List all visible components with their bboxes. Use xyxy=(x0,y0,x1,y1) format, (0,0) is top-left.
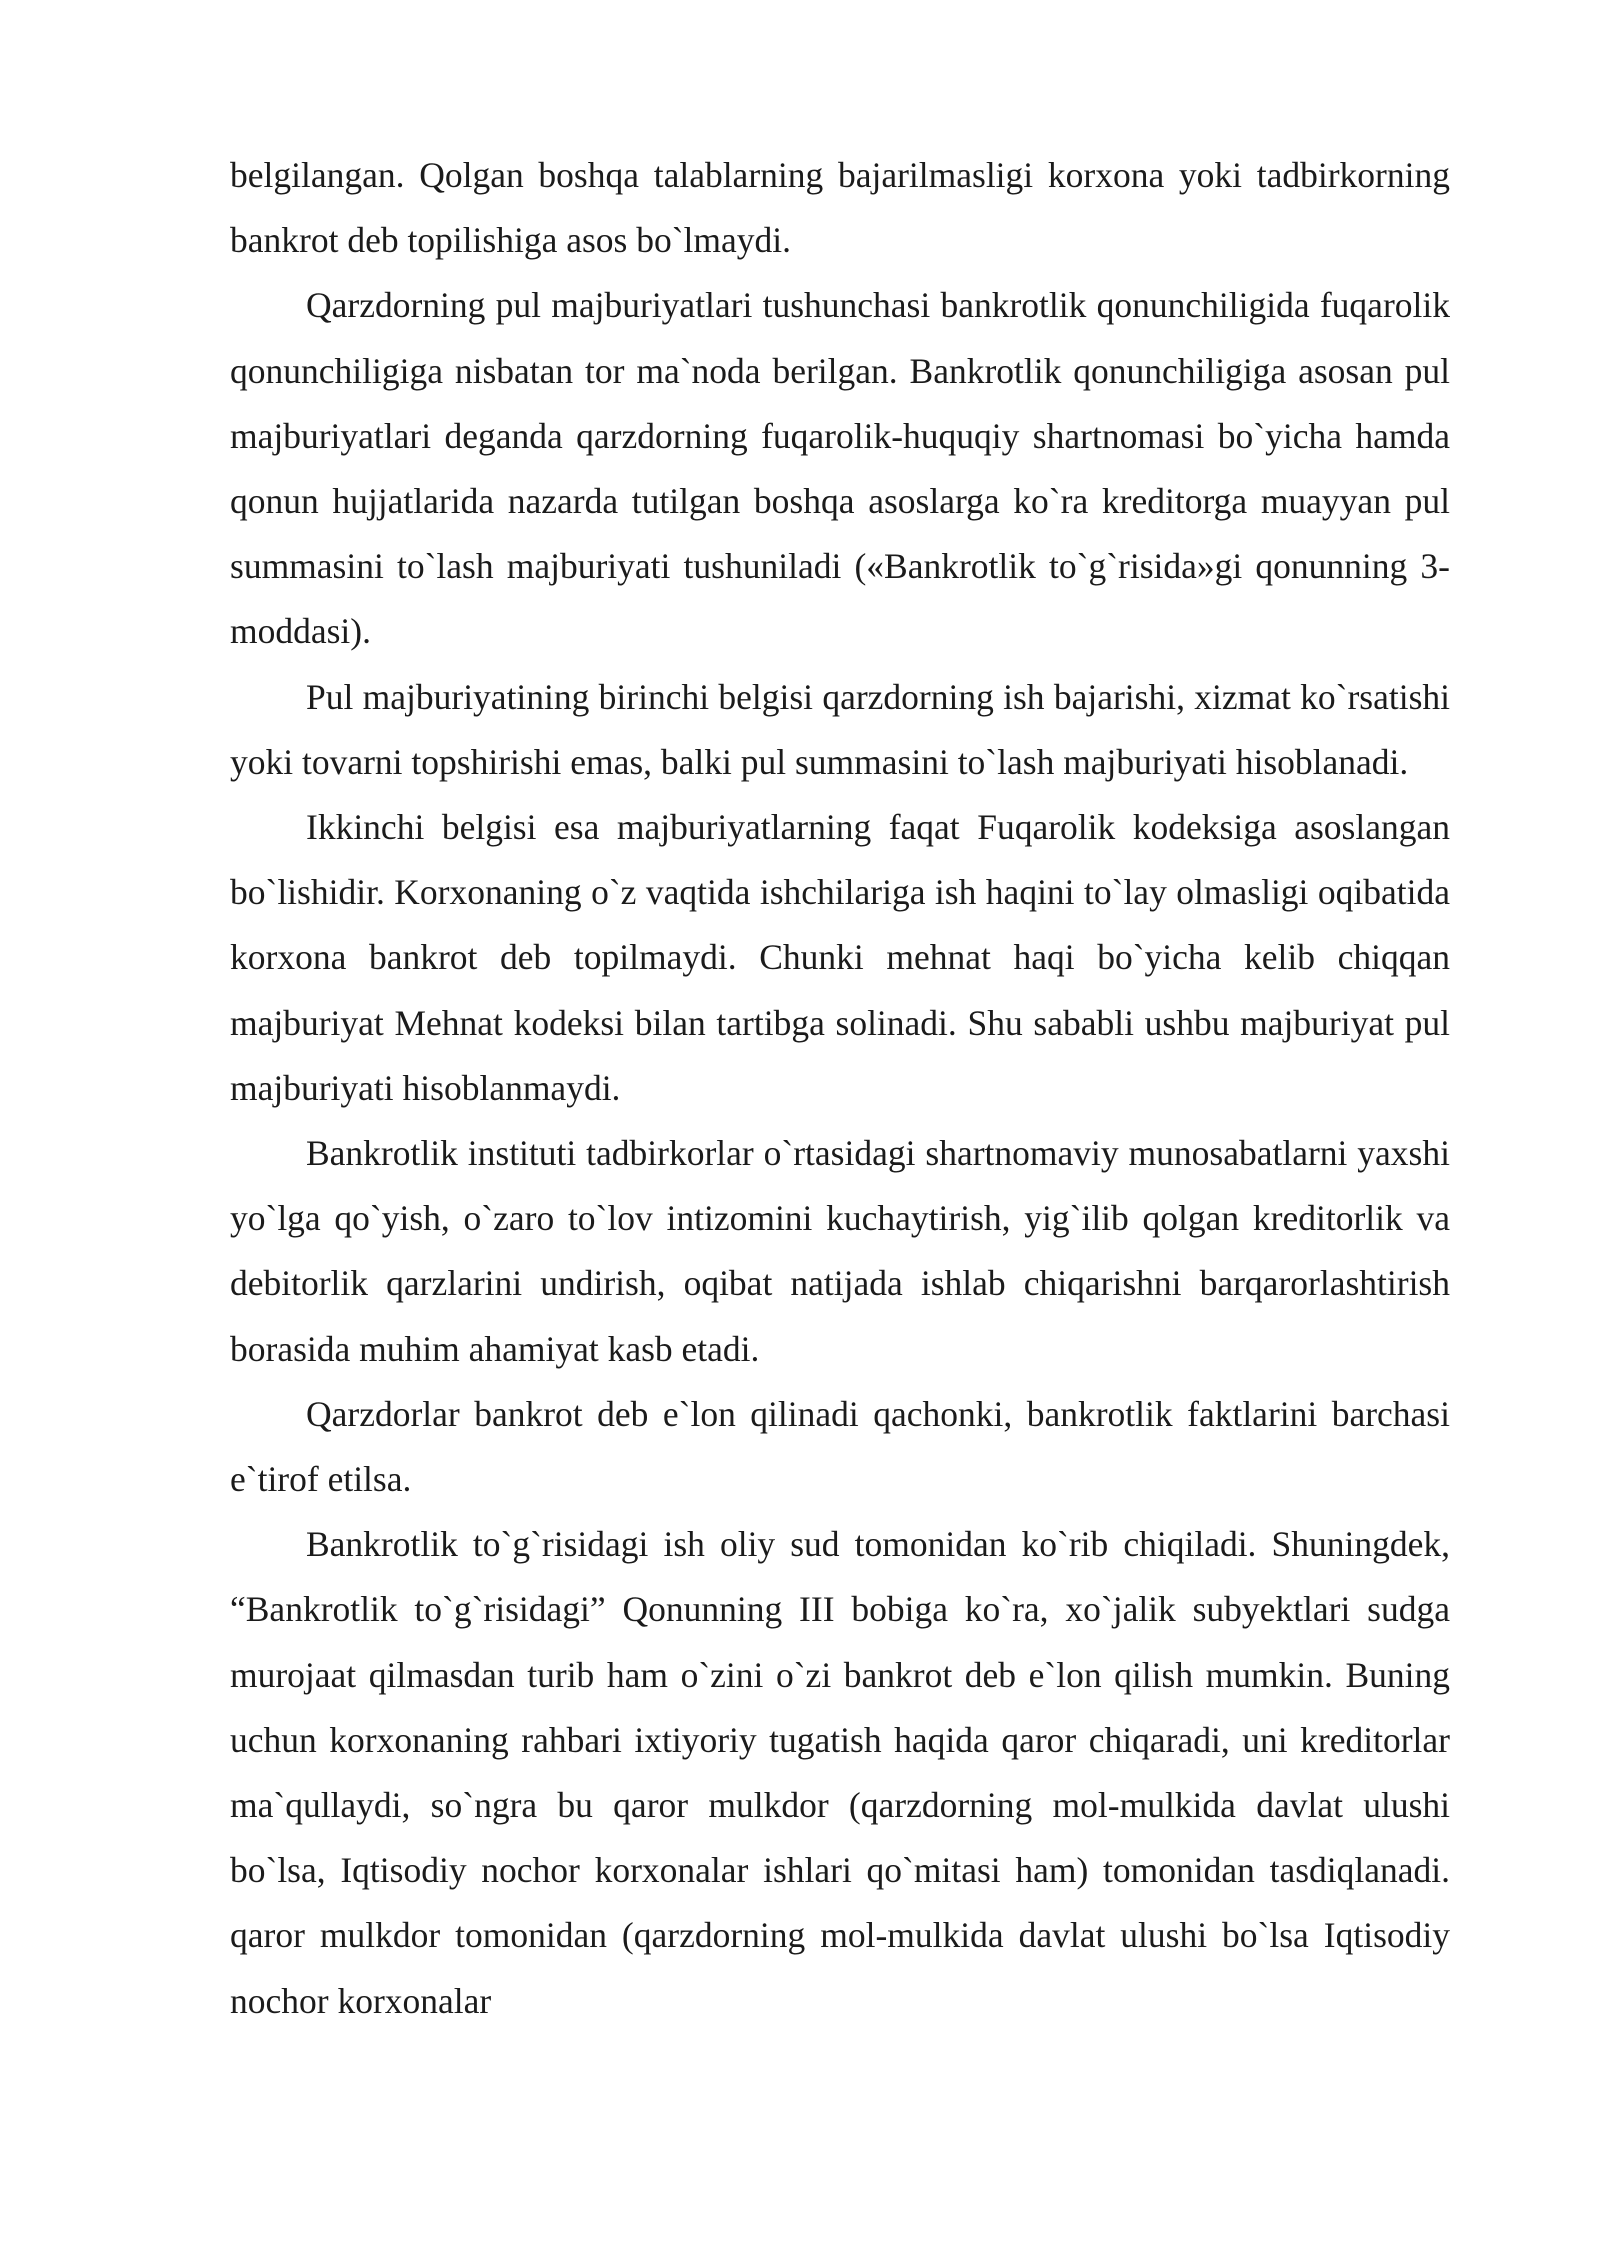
paragraph-second-sign: Ikkinchi belgisi esa majburiyatlarning faqat Fuqarolik kodeksiga asoslangan bo`lishidir. Korxonaning o`z vaqtida ishchilariga ish haqini to`lay olmasligi oqibatida korxona bankrot deb topilmaydi. Chunki mehnat haqi bo`yicha kelib chiqqan majburiyat Mehnat kodeksi bilan tartibga solinadi. Shu sababli ushbu majburiyat pul majburiyati hisoblanmaydi. xyxy=(230,807,1450,1108)
paragraph-bankruptcy-institute: Bankrotlik instituti tadbirkorlar o`rtasidagi shartnomaviy munosabatlarni yaxshi yo`lga qo`yish, o`zaro to`lov intizomini kuchaytirish, yig`ilib qolgan kreditorlik va debitorlik qarzlarini undirish, oqibat natijada ishlab chiqarishni barqarorlashtirish borasida muhim ahamiyat kasb etadi. xyxy=(230,1133,1450,1369)
paragraph-money-obligations: Qarzdorning pul majburiyatlari tushunchasi bankrotlik qonunchiligida fuqarolik qonunchiligiga nisbatan tor ma`noda berilgan. Bankrotlik qonunchiligiga asosan pul majburiyatlari deganda qarzdorning fuqarolik-huquqiy shartnomasi bo`yicha hamda qonun hujjatlarida nazarda tutilgan boshqa asoslarga ko`ra kreditorga muayyan pul summasini to`lash majburiyati tushuniladi («Bankrotlik to`g`risida»gi qonunning 3-moddasi). xyxy=(230,285,1450,652)
paragraph-debtors-declared: Qarzdorlar bankrot deb e`lon qilinadi qachonki, bankrotlik faktlarini barchasi e`tirof etilsa. xyxy=(230,1393,1450,1500)
document-body xyxy=(230,143,1450,2034)
paragraph-first-sign: Pul majburiyatining birinchi belgisi qarzdorning ish bajarishi, xizmat ko`rsatishi yoki tovarni topshirishi emas, balki pul summasini to`lash majburiyati hisoblanadi. xyxy=(230,676,1450,782)
paragraph-court-procedure: Bankrotlik to`g`risidagi ish oliy sud tomonidan ko`rib chiqiladi. Shuningdek, “Bankrotlik to`g`risidagi” Qonunning III bobiga ko`ra, xo`jalik subyektlari sudga murojaat qilmasdan turib ham o`zini o`zi bankrot deb e`lon qilish mumkin. Buning uchun korxonaning rahbari ixtiyoriy tugatish haqida qaror chiqaradi, uni kreditorlar ma`qullaydi, so`ngra bu qaror mulkdor (qarzdorning mol-mulkida davlat ulushi bo`lsa, Iqtisodiy nochor korxonalar ishlari qo`mitasi ham) tomonidan tasdiqlanadi. qaror mulkdor tomonidan (qarzdorning mol-mulkida davlat ulushi bo`lsa Iqtisodiy nochor korxonalar xyxy=(230,1524,1450,2021)
paragraph-continuation: belgilangan. Qolgan boshqa talablarning bajarilmasligi korxona yoki tadbirkorning bankrot deb topilishiga asos bo`lmaydi. xyxy=(230,155,1450,261)
